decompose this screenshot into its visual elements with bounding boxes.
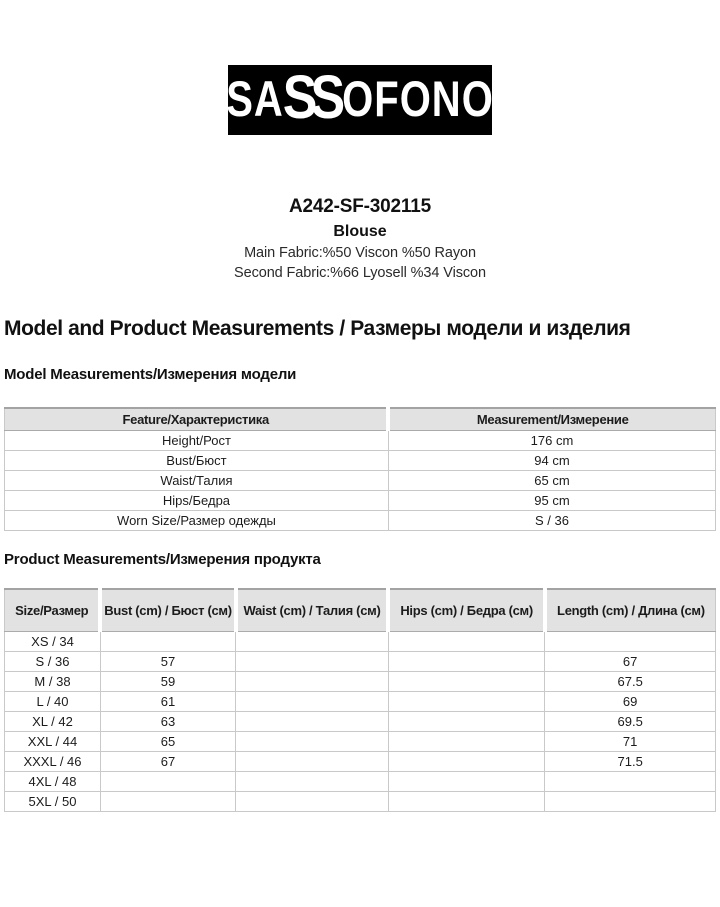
table-cell: 95 cm (388, 490, 715, 510)
column-header-bust: Bust (cm) / Бюст (см) (100, 589, 235, 631)
table-cell: 71 (545, 731, 716, 751)
column-header-length: Length (cm) / Длина (см) (545, 589, 716, 631)
table-cell: XL / 42 (5, 711, 101, 731)
main-fabric-line: Main Fabric:%50 Viscon %50 Rayon (244, 245, 476, 261)
page-title: Model and Product Measurements / Размеры модели и изделия (4, 317, 631, 340)
table-row (5, 691, 716, 711)
table-cell: 5XL / 50 (5, 791, 101, 811)
table-cell (545, 631, 716, 651)
table-row (5, 751, 716, 771)
table-cell: XS / 34 (5, 631, 101, 651)
table-header-row (5, 589, 716, 631)
table-cell: Waist/Талия (5, 470, 389, 490)
table-cell: Hips/Бедра (5, 490, 389, 510)
table-cell: 67 (545, 651, 716, 671)
column-header-feature: Feature/Характеристика (5, 408, 389, 430)
table-row (5, 771, 716, 791)
column-header-waist: Waist (cm) / Талия (см) (236, 589, 389, 631)
brand-logo-text: OFONO (342, 71, 494, 127)
table-cell (545, 771, 716, 791)
table-cell (388, 651, 544, 671)
brand-logo (228, 65, 492, 135)
table-cell (236, 691, 389, 711)
table-row (5, 631, 716, 651)
table-cell (100, 771, 235, 791)
column-header-hips: Hips (cm) / Бедра (см) (388, 589, 544, 631)
table-cell: L / 40 (5, 691, 101, 711)
product-measurements-table (4, 588, 716, 812)
product-code: A242-SF-302115 (289, 196, 431, 217)
column-header-measurement: Measurement/Измерение (388, 408, 715, 430)
table-cell: S / 36 (5, 651, 101, 671)
table-cell: S / 36 (388, 510, 715, 530)
table-cell: Worn Size/Размер одежды (5, 510, 389, 530)
table-row (5, 651, 716, 671)
model-measurements-heading: Model Measurements/Измерения модели (4, 366, 297, 383)
table-cell (388, 631, 544, 651)
column-header-size: Size/Размер (5, 589, 101, 631)
brand-logo-text: SA (226, 71, 284, 127)
table-cell: 176 cm (388, 430, 715, 450)
table-row (5, 791, 716, 811)
table-cell: XXL / 44 (5, 731, 101, 751)
table-cell: Height/Рост (5, 430, 389, 450)
table-cell (236, 771, 389, 791)
table-cell (236, 631, 389, 651)
table-cell: XXXL / 46 (5, 751, 101, 771)
table-cell: 57 (100, 651, 235, 671)
second-fabric-line: Second Fabric:%66 Lyosell %34 Viscon (234, 265, 486, 281)
table-cell (545, 791, 716, 811)
table-header-row (5, 408, 716, 430)
product-measurements-heading: Product Measurements/Измерения продукта (4, 551, 321, 568)
table-row (5, 510, 716, 530)
table-cell: M / 38 (5, 671, 101, 691)
table-cell (388, 791, 544, 811)
table-cell (236, 751, 389, 771)
table-row (5, 430, 716, 450)
table-row (5, 711, 716, 731)
table-cell: 65 (100, 731, 235, 751)
brand-logo-ligature: SS (282, 63, 339, 133)
table-cell (100, 631, 235, 651)
product-info (0, 196, 720, 281)
table-cell (388, 671, 544, 691)
table-row (5, 671, 716, 691)
model-measurements-table (4, 407, 716, 531)
table-cell (388, 731, 544, 751)
table-cell (236, 731, 389, 751)
table-cell (388, 691, 544, 711)
table-cell: 4XL / 48 (5, 771, 101, 791)
table-row (5, 490, 716, 510)
table-cell (388, 711, 544, 731)
product-name: Blouse (333, 223, 387, 240)
table-cell: 69 (545, 691, 716, 711)
table-cell: 94 cm (388, 450, 715, 470)
table-cell (236, 671, 389, 691)
table-row (5, 731, 716, 751)
table-cell: 69.5 (545, 711, 716, 731)
table-cell (388, 771, 544, 791)
table-cell: 67 (100, 751, 235, 771)
table-cell: 63 (100, 711, 235, 731)
table-cell: 71.5 (545, 751, 716, 771)
table-cell: 59 (100, 671, 235, 691)
table-cell: 61 (100, 691, 235, 711)
table-cell (236, 711, 389, 731)
table-cell (100, 791, 235, 811)
table-cell (236, 651, 389, 671)
table-cell: 67.5 (545, 671, 716, 691)
table-row (5, 450, 716, 470)
table-cell (388, 751, 544, 771)
table-cell (236, 791, 389, 811)
table-cell: 65 cm (388, 470, 715, 490)
table-cell: Bust/Бюст (5, 450, 389, 470)
table-row (5, 470, 716, 490)
